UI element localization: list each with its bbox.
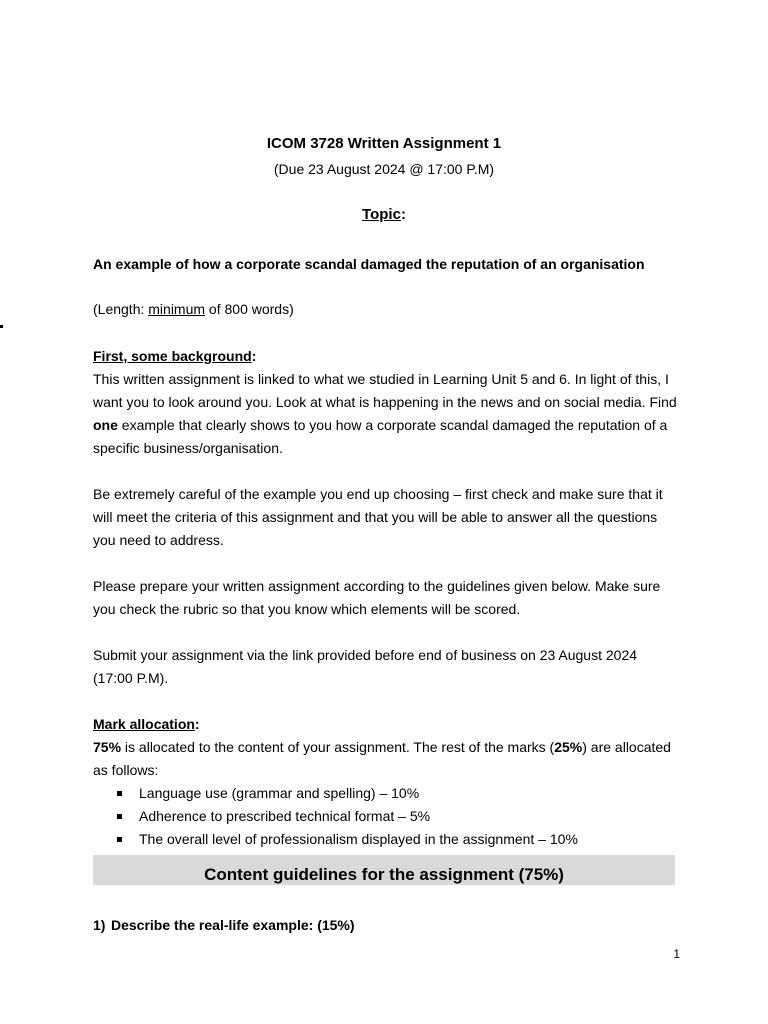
background-paragraph-2: Be extremely careful of the example you end up choosing – first check and make sure that it will meet the criteria of this assignment and that you will be able to answer all the questions you need to address. xyxy=(93,486,663,548)
due-date: (Due 23 August 2024 @ 17:00 P.M) xyxy=(273,161,495,177)
page-number: 1 xyxy=(673,947,680,961)
background-heading-text: First, some background xyxy=(93,348,252,364)
question-1-number: 1) xyxy=(93,917,106,933)
mark-allocation-list xyxy=(93,782,678,851)
background-heading-colon: : xyxy=(251,348,257,364)
length-suffix: of 800 words) xyxy=(205,301,294,317)
background-p1-part1: This written assignment is linked to what we studied in Learning Unit 5 and 6. In light of this, I want you to look around you. Look at what is happening in the news and on social media. Find xyxy=(93,371,677,410)
mark-allocation-heading xyxy=(93,713,678,736)
list-item xyxy=(93,828,678,851)
mark-text-1: is allocated to the content of your assignment. The rest of the marks ( xyxy=(121,739,555,755)
mark-text-2: ) are allocated as follows: xyxy=(93,739,671,778)
list-item-text: Language use (grammar and spelling) – 10% xyxy=(139,785,420,801)
list-item xyxy=(93,805,678,828)
background-paragraph-3: Please prepare your written assignment according to the guidelines given below. Make sure you check the rubric so that you know which elements will be scored. xyxy=(93,578,661,617)
bullet-square-icon xyxy=(117,791,122,796)
list-item xyxy=(93,782,678,805)
background-paragraph-1 xyxy=(93,368,678,460)
content-guidelines-banner: Content guidelines for the assignment (75%) xyxy=(93,855,675,885)
length-emphasis: minimum xyxy=(148,301,206,317)
list-item-text: Adherence to prescribed technical format – 5% xyxy=(139,808,431,824)
background-paragraph-4: Submit your assignment via the link provided before end of business on 23 August 2024 (17:00 P.M). xyxy=(93,647,638,686)
question-1-text: Describe the real-life example: (15%) xyxy=(111,917,355,933)
question-1 xyxy=(93,914,678,937)
mark-allocation-heading-colon: : xyxy=(194,716,200,732)
topic-heading xyxy=(0,206,768,223)
bullet-square-icon xyxy=(117,814,122,819)
background-p1-part2: example that clearly shows to you how a corporate scandal damaged the reputation of a specific business/organisation. xyxy=(93,417,668,456)
rest-percentage: 25% xyxy=(554,739,583,755)
mark-allocation-heading-text: Mark allocation xyxy=(93,716,195,732)
list-item-text: The overall level of professionalism displayed in the assignment – 10% xyxy=(139,831,578,847)
background-p1-bold: one xyxy=(93,417,118,433)
topic-text: An example of how a corporate scandal damaged the reputation of an organisation xyxy=(93,256,645,272)
content-percentage: 75% xyxy=(93,739,122,755)
mark-allocation-paragraph xyxy=(93,736,678,782)
stray-dot xyxy=(0,325,3,328)
length-prefix: (Length: xyxy=(93,301,149,317)
length-requirement xyxy=(93,298,678,321)
background-heading xyxy=(93,345,678,368)
topic-colon: : xyxy=(400,206,406,223)
bullet-square-icon xyxy=(117,837,122,842)
topic-label: Topic xyxy=(362,206,401,223)
assignment-title: ICOM 3728 Written Assignment 1 xyxy=(266,135,502,152)
